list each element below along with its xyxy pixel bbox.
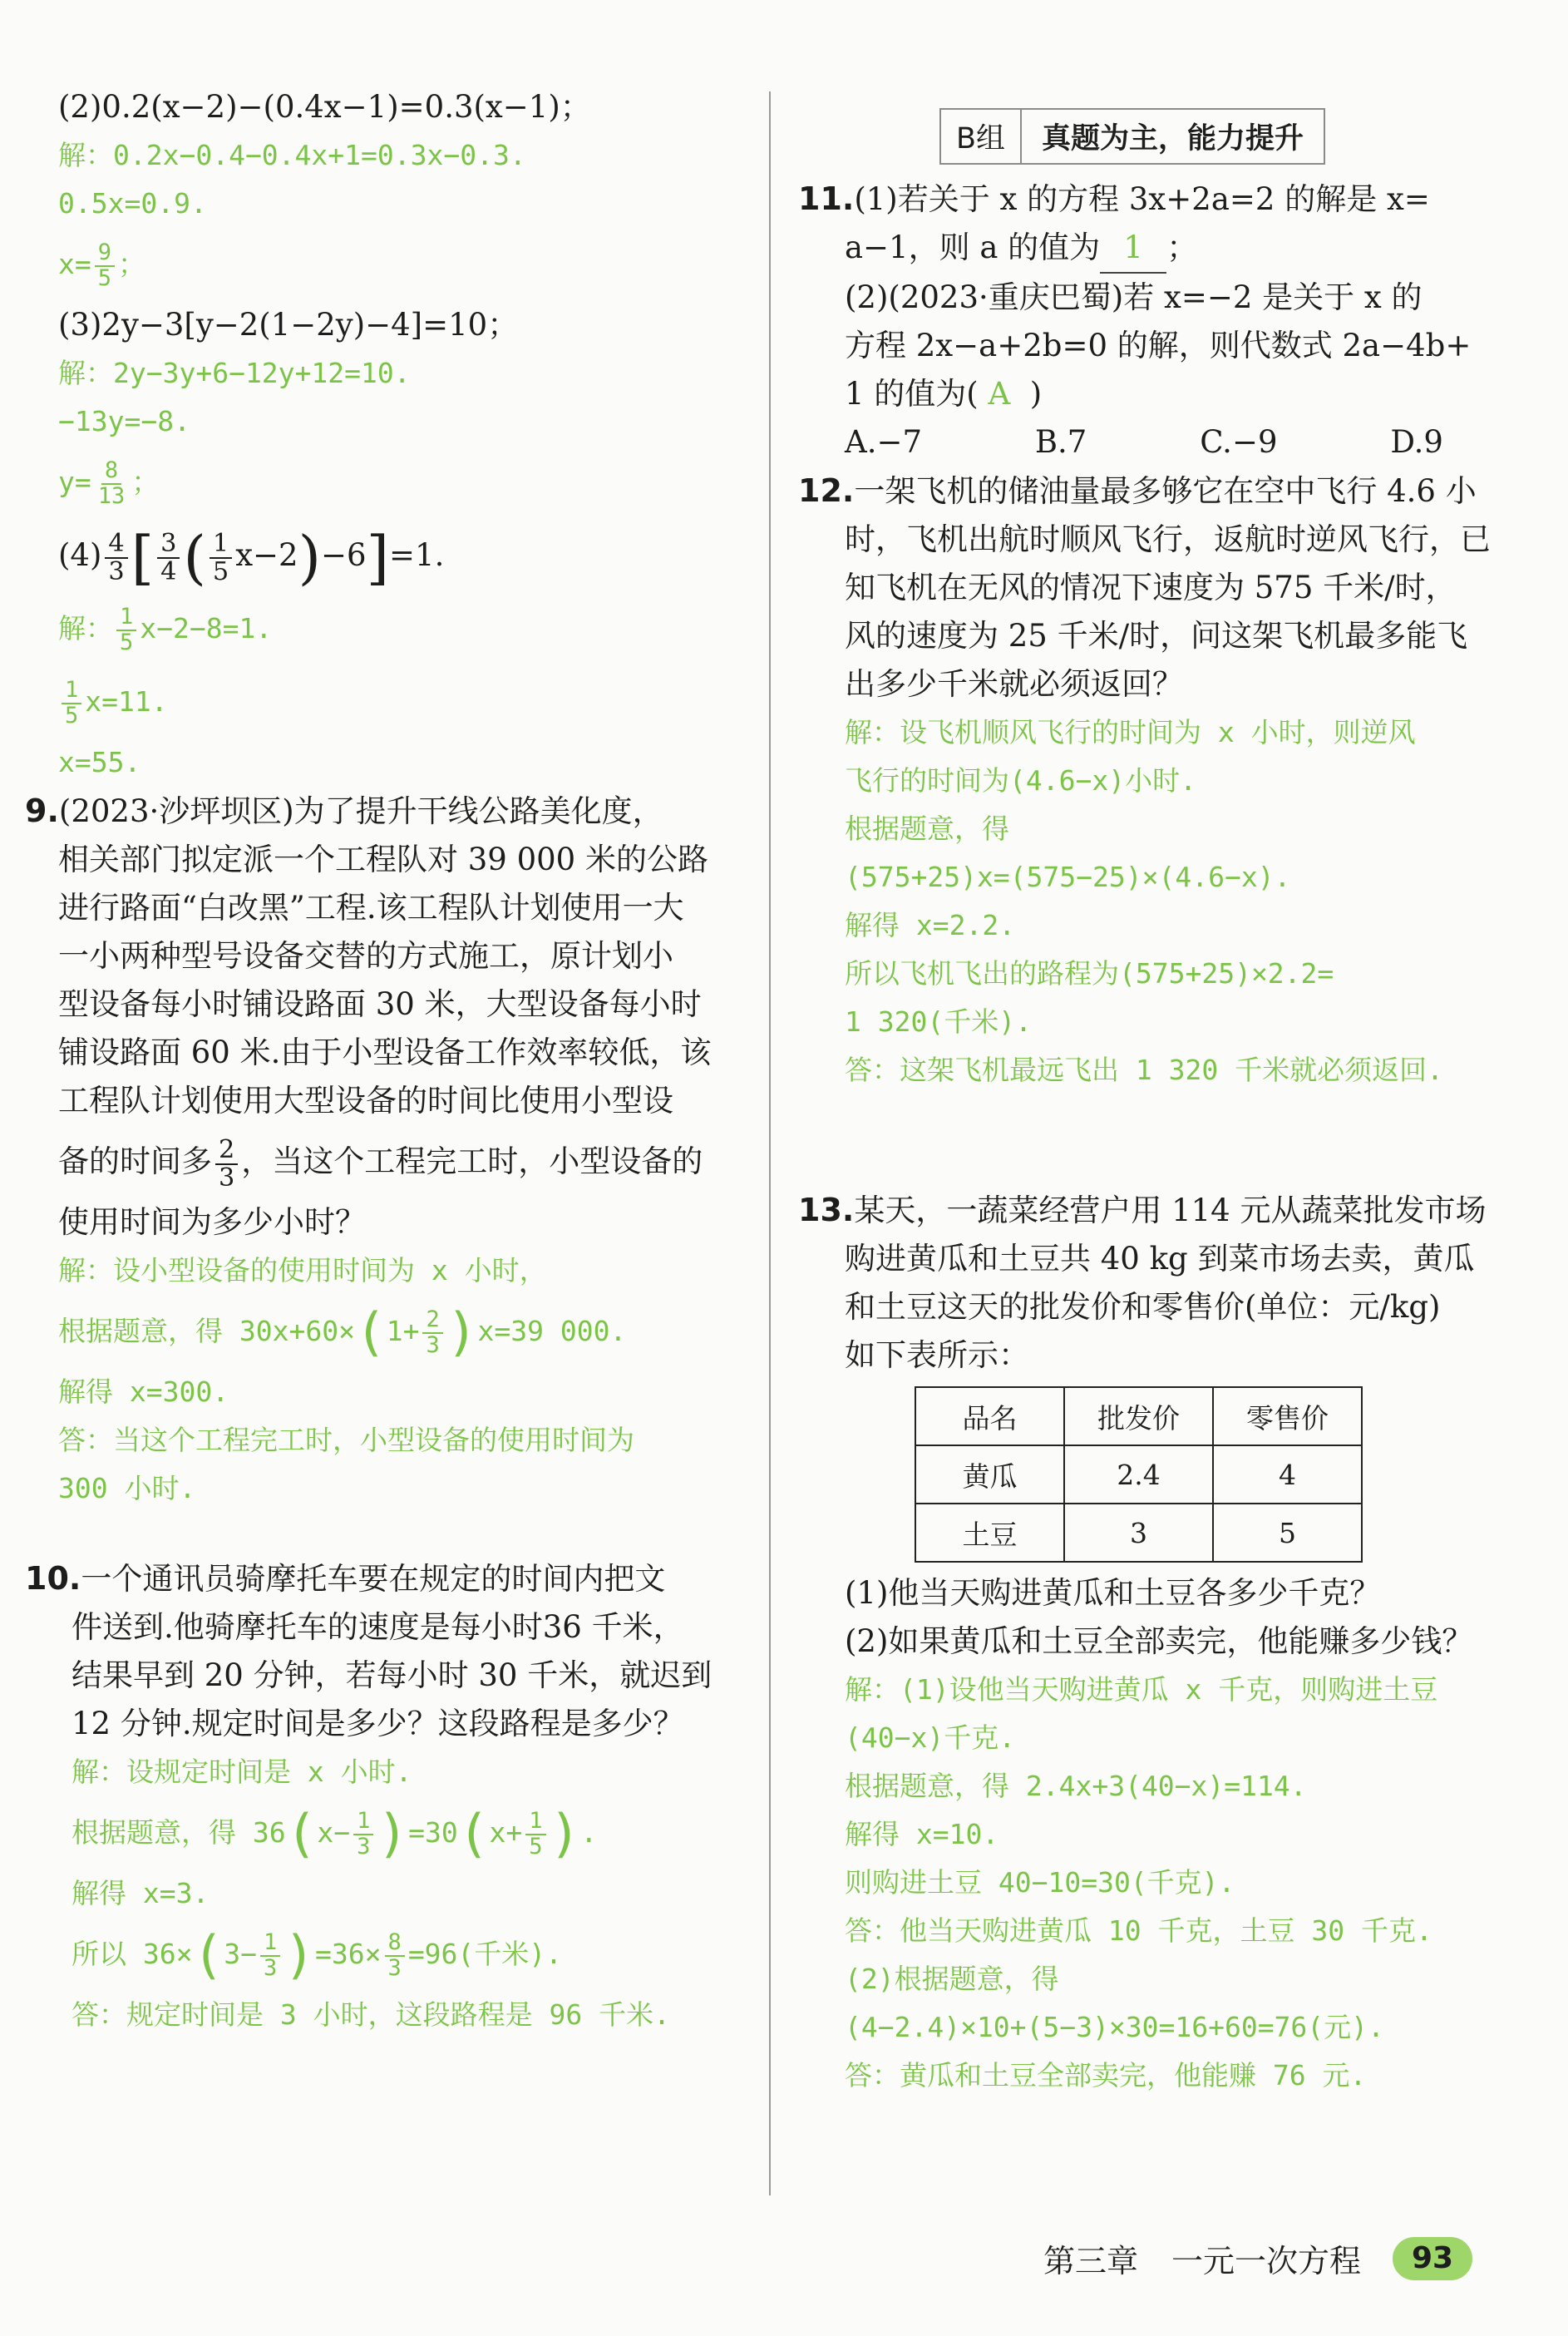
table-header-row: [915, 1387, 1362, 1445]
question-number: 13.: [798, 1192, 855, 1228]
solution-line: 解：2y−3y+6−12y+12=10.: [58, 357, 411, 389]
question-12: 12.一架飞机的储油量最多够它在空中飞行 4.6 小 时，飞机出航时顺风飞行，返航时逆风飞行，已 知飞机在无风的情况下速度为 575 千米/时， 风的速度为 25 千米/时，问这架飞机最多能飞 出多少千米就必须返回？ 解：设飞机顺风飞行的时间为 x 小时，则逆风 飞行的时间为(4.6−x)小时. 根据题意，得 (575+25)x=(575−25)×(4.6−x). 解得 x=2.2. 所以飞机飞出的路程为(575+25)×2.2= 1 320(千米). 答：这架飞机最远飞出 1 320 千米就必须返回.: [798, 472, 1491, 1086]
table-cell: 3: [1064, 1504, 1213, 1562]
answer-choice: A: [988, 376, 1011, 412]
chapter-label: 第三章: [1043, 2243, 1139, 2279]
question-13: 13.某天，一蔬菜经营户用 114 元从蔬菜批发市场 购进黄瓜和土豆共 40 kg 到菜市场去卖，黄瓜 和土豆这天的批发价和零售价(单位：元/kg) 如下表所示： 品名 批发价 零售价 黄瓜 2.4 4 土豆 3 5 (1)他当天购进黄瓜和土豆各多少千克？ (2)如果黄瓜和土豆全部卖完，他能赚多少钱？ 解：(1)设他当天购进黄瓜 x 千克，则购进土豆 (40−x)千克. 根据题意，得 2.4x+3(40−x)=114. 解得 x=10. 则购进土豆 40−10=30(千克). 答：他当天购进黄瓜 10 千克，土豆 30 千克. (2)根据题意，得 (4−2.4)×10+(5−3)×30=16+60=76(元). 答：黄瓜和土豆全部卖完，他能赚 76 元.: [798, 1192, 1487, 2092]
page-footer: [1043, 2235, 1472, 2281]
page-number: 93: [1393, 2237, 1472, 2280]
solution-line: x=55.: [58, 746, 141, 778]
table-header: 品名: [915, 1387, 1064, 1445]
table-cell: 4: [1213, 1445, 1362, 1504]
table-row: [915, 1445, 1362, 1504]
solution-line: $\frac{1}{5}$ x=11.: [58, 665, 757, 738]
price-table: [915, 1386, 1363, 1563]
answer-blank: 1: [1100, 224, 1166, 274]
section-tag: B组: [941, 110, 1022, 163]
solution-line: 0.5x=0.9.: [58, 187, 207, 220]
option: A.−7: [845, 424, 923, 460]
table-cell: 5: [1213, 1504, 1362, 1562]
solution-line: x= $\frac{9}{5}$ ；: [58, 240, 146, 291]
problem-8-3: (3)2y−3[y−2(1−2y)−4]=10；: [58, 307, 519, 343]
problem-8-2: (2)0.2(x−2)−(0.4x−1)=0.3(x−1)；: [58, 89, 591, 125]
question-number: 12.: [798, 472, 855, 509]
table-cell: 2.4: [1064, 1445, 1213, 1504]
table-row: [915, 1504, 1362, 1562]
solution-line: 解：0.2x−0.4−0.4x+1=0.3x−0.3.: [58, 139, 526, 171]
section-label: [939, 108, 1325, 165]
solution-line: −13y=−8.: [58, 405, 190, 437]
solution-line: y= $\frac{8}{13}$ ；: [58, 457, 160, 509]
table-cell: 土豆: [915, 1504, 1064, 1562]
left-column: [25, 83, 757, 2039]
column-divider: [769, 91, 771, 2195]
option: C.−9: [1200, 424, 1278, 460]
question-11: 11.(1)若关于 x 的方程 3x+2a=2 的解是 x= a−1，则 a 的值为 1 ； (2)(2023·重庆巴蜀)若 x=−2 是关于 x 的 方程 2x−a+2b=0 的解，则代数式 2a−4b+ 1 的值为( A ) A.−7 B.7 C.−9 D.9: [798, 175, 1513, 467]
question-number: 10.: [25, 1560, 81, 1597]
question-number: 11.: [798, 180, 855, 217]
option: B.7: [1034, 424, 1087, 460]
table-header: 批发价: [1064, 1387, 1213, 1445]
options: [798, 418, 1443, 467]
option: D.9: [1390, 424, 1443, 460]
right-column: [798, 175, 1513, 2100]
table-cell: 黄瓜: [915, 1445, 1064, 1504]
table-header: 零售价: [1213, 1387, 1362, 1445]
section-title: 真题为主，能力提升: [1042, 122, 1304, 156]
solution-line: 解： $\frac{1}{5}$ x−2−8=1.: [58, 604, 273, 655]
question-10: 10.一个通讯员骑摩托车要在规定的时间内把文 件送到.他骑摩托车的速度是每小时36 千米， 结果早到 20 分钟，若每小时 30 千米，就迟到 12 分钟.规定时间是多少？这段路程是多少？ 解：设规定时间是 x 小时. 根据题意，得 36(x− $\frac{1}{3}$ )=30(x+ $\frac{1}{5}$ ). 解得 x=3. 所以 36×(3− $\frac{1}{3}$ )=36× $\frac{8}{3}$ =96(千米). 答：规定时间是 3 小时，这段路程是 96 千米.: [25, 1560, 713, 2031]
chapter-title: 一元一次方程: [1171, 2243, 1362, 2279]
problem-8-4: (4) $\frac{4}{3}$ [ $\frac{3}{4}$ ( $\frac{1}{5}$ x−2)−6]=1.: [58, 523, 445, 592]
question-number: 9.: [25, 793, 59, 829]
question-9: 9.(2023·沙坪坝区)为了提升干线公路美化度， 相关部门拟定派一个工程队对 39 000 米的公路 进行路面“白改黑”工程.该工程队计划使用一大 一小两种型号设备交替的方式施工，原计划小 型设备每小时铺设路面 30 米，大型设备每小时 铺设路面 60 米.由于小型设备工作效率较低，该 工程队计划使用大型设备的时间比使用小型设 备的时间多 $\frac{2}{3}$ ，当这个工程完工时，小型设备的 使用时间为多少小时？ 解：设小型设备的使用时间为 x 小时， 根据题意，得 30x+60×(1+ $\frac{2}{3}$ )x=39 000. 解得 x=300. 答：当这个工程完工时，小型设备的使用时间为 300 小时.: [25, 793, 712, 1504]
